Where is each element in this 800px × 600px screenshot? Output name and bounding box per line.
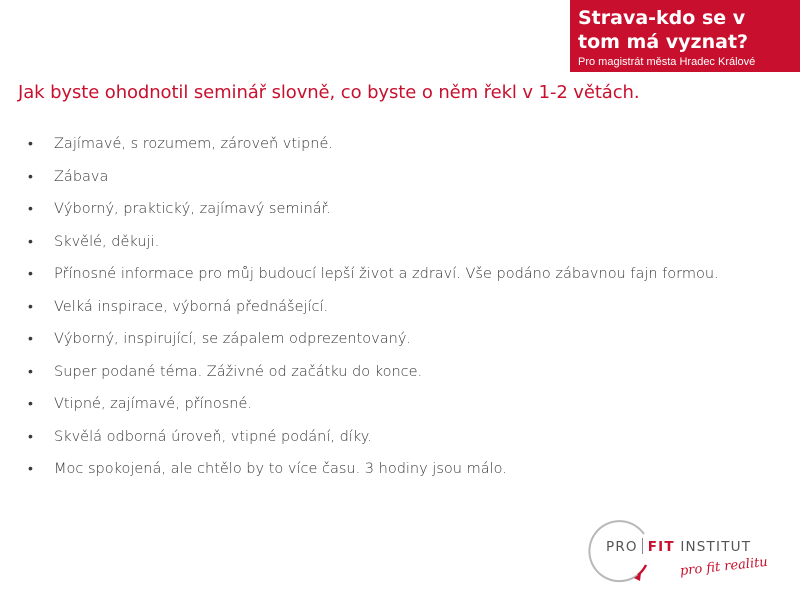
logo-pro-text: PRO — [606, 539, 638, 555]
bullet-icon: • — [28, 428, 33, 445]
list-item-text: Vtipné, zajímavé, přínosné. — [54, 396, 252, 412]
list-item — [28, 258, 748, 291]
bullet-icon: • — [28, 331, 33, 347]
list-item-text: Výborný, praktický, zajímavý seminář. — [54, 201, 331, 217]
list-item-text: Zábava — [54, 168, 109, 185]
list-item — [28, 193, 748, 226]
list-item-text: Skvělá odborná úroveň, vtipné podání, díky. — [54, 428, 372, 445]
bullet-icon: • — [28, 266, 33, 282]
bullet-icon: • — [28, 136, 33, 152]
list-item — [28, 291, 748, 324]
profit-institut-logo — [588, 518, 788, 590]
list-item-text: Velká inspirace, výborná přednášející. — [54, 298, 329, 315]
bullet-icon: • — [28, 201, 33, 217]
logo-slogan: pro fit realitu — [679, 554, 769, 579]
bullet-icon: • — [28, 461, 33, 477]
list-item-text: Zajímavé, s rozumem, zároveň vtipné. — [54, 136, 334, 152]
list-item — [28, 161, 748, 194]
logo-fit-text: FIT — [647, 539, 675, 555]
list-item — [28, 388, 748, 421]
bullet-icon: • — [28, 363, 33, 380]
logo-wordmark — [606, 538, 751, 555]
presentation-title-box — [570, 0, 800, 72]
list-item-text: Přínosné informace pro můj budoucí lepší život a zdraví. Vše podáno zábavnou fajn formou. — [54, 266, 719, 282]
bullet-icon: • — [28, 396, 33, 412]
bullet-icon: • — [28, 233, 33, 250]
list-item-text: Výborný, inspirující, se zápalem odprezentovaný. — [54, 331, 412, 347]
logo-separator — [642, 538, 643, 554]
bullet-icon: • — [28, 168, 33, 185]
slide-heading: Jak byste ohodnotil seminář slovně, co byste o něm řekl v 1-2 větách. — [18, 82, 640, 103]
list-item — [28, 453, 748, 486]
presentation-title: Strava-kdo se v tom má vyznat? — [578, 7, 749, 53]
list-item — [28, 128, 748, 161]
list-item — [28, 323, 748, 356]
bullet-icon: • — [28, 298, 33, 315]
list-item-text: Moc spokojená, ale chtělo by to více času. 3 hodiny jsou málo. — [54, 461, 507, 477]
list-item — [28, 356, 748, 389]
feedback-list — [28, 128, 748, 486]
presentation-subtitle: Pro magistrát města Hradec Králové — [578, 56, 756, 68]
list-item-text: Skvělé, děkuji. — [54, 233, 160, 250]
list-item-text: Super podané téma. Záživné od začátku do konce. — [54, 363, 423, 380]
list-item — [28, 421, 748, 454]
list-item — [28, 226, 748, 259]
logo-institut-text: INSTITUT — [680, 539, 752, 555]
